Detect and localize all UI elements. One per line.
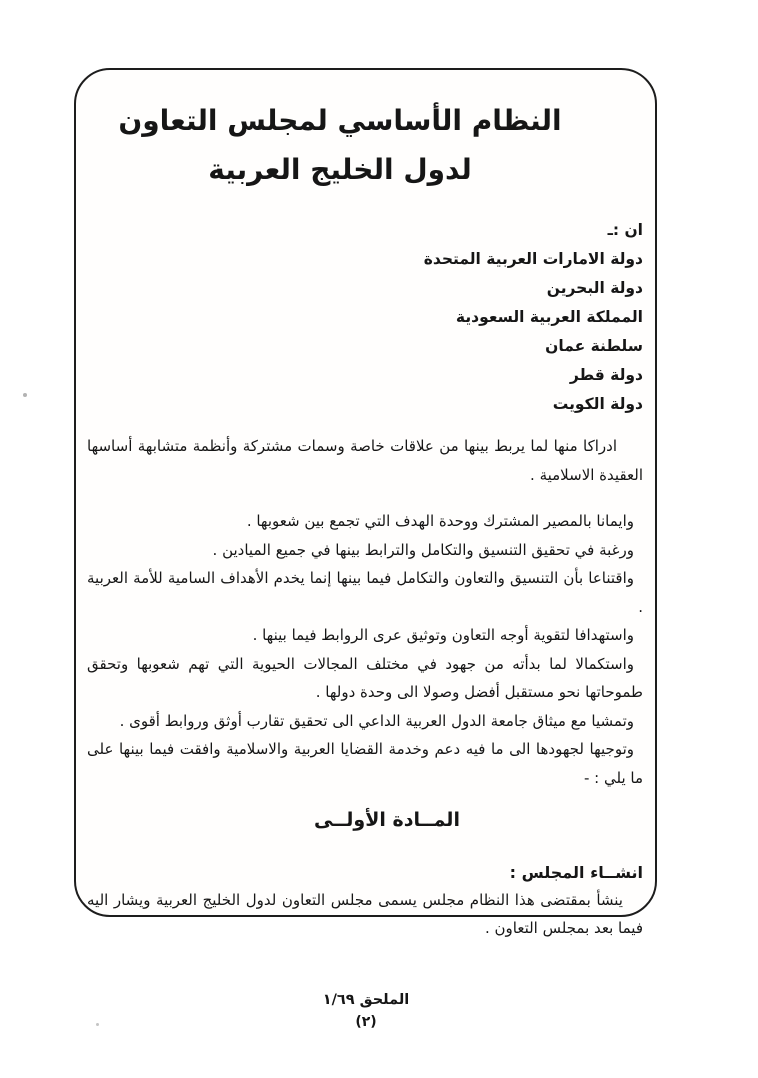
clause-paragraph: ورغبة في تحقيق التنسيق والتكامل والترابط بينها في جميع الميادين . <box>212 540 634 559</box>
list-item-state-saudi-arabia: المملكة العربية السعودية <box>455 308 643 326</box>
clause-paragraph: واستهدافا لتقوية أوجه التعاون وتوثيق عرى الروابط فيما بينها . <box>252 626 634 644</box>
document-title <box>62 96 618 194</box>
preamble-clauses <box>87 507 643 792</box>
clause-paragraph: واقتناعا بأن التنسيق والتعاون والتكامل فيما بينها إنما يخدم الأهداف السامية للأمة العربية . <box>87 569 643 616</box>
section-title-establishment: انشــاء المجلس : <box>509 863 643 882</box>
clause-paragraph: واستكمالا لما بدأته من جهود في مختلف المجالات الحيوية التي تهم شعوبها وتحقق طموحاتها نحو مستقبل أفضل وصولا الى وحدة دولها . <box>87 654 643 701</box>
document-title-line2: لدول الخليج العربية <box>208 153 472 186</box>
article-one-heading: المــادة الأولــى <box>314 809 460 831</box>
preamble-intro-marker: ان :ـ <box>607 221 643 239</box>
scan-artifact-dot <box>96 1023 99 1026</box>
page-number: (٢) <box>355 1014 377 1030</box>
list-item-state-uae: دولة الامارات العربية المتحدة <box>423 250 643 268</box>
page-footer <box>0 991 745 1030</box>
section-body-establishment: ينشأ بمقتضى هذا النظام مجلس يسمى مجلس التعاون لدول الخليج العربية ويشار اليه فيما بعد بمجلس التعاون . <box>87 891 643 937</box>
list-item-state-oman: سلطنة عمان <box>545 337 643 355</box>
list-item-state-kuwait: دولة الكويت <box>552 395 643 413</box>
clause-paragraph: وايمانا بالمصير المشترك ووحدة الهدف التي تجمع بين شعوبها . <box>246 512 634 530</box>
member-states-list <box>87 245 643 419</box>
document-border-frame <box>74 68 657 937</box>
document-title-line1: النظام الأساسي لمجلس التعاون <box>118 104 562 137</box>
scan-artifact-dot <box>23 393 27 397</box>
annex-reference-label: الملحق ١/٦٩ <box>322 992 410 1008</box>
list-item-state-bahrain: دولة البحرين <box>546 279 643 297</box>
article-one-section <box>87 859 643 942</box>
clause-paragraph: وتمشيا مع ميثاق جامعة الدول العربية الداعي الى تحقيق تقارب أوثق وروابط أقوى . <box>119 711 634 730</box>
list-item-state-qatar: دولة قطر <box>569 366 643 384</box>
clause-paragraph: وتوجيها لجهودها الى ما فيه دعم وخدمة القضايا العربية والاسلامية وافقت فيما بينها على ما يلي : - <box>87 740 643 787</box>
preamble-paragraph: ادراكا منها لما يربط بينها من علاقات خاصة وسمات مشتركة وأنظمة متشابهة أساسها العقيدة الاسلامية . <box>87 437 643 484</box>
